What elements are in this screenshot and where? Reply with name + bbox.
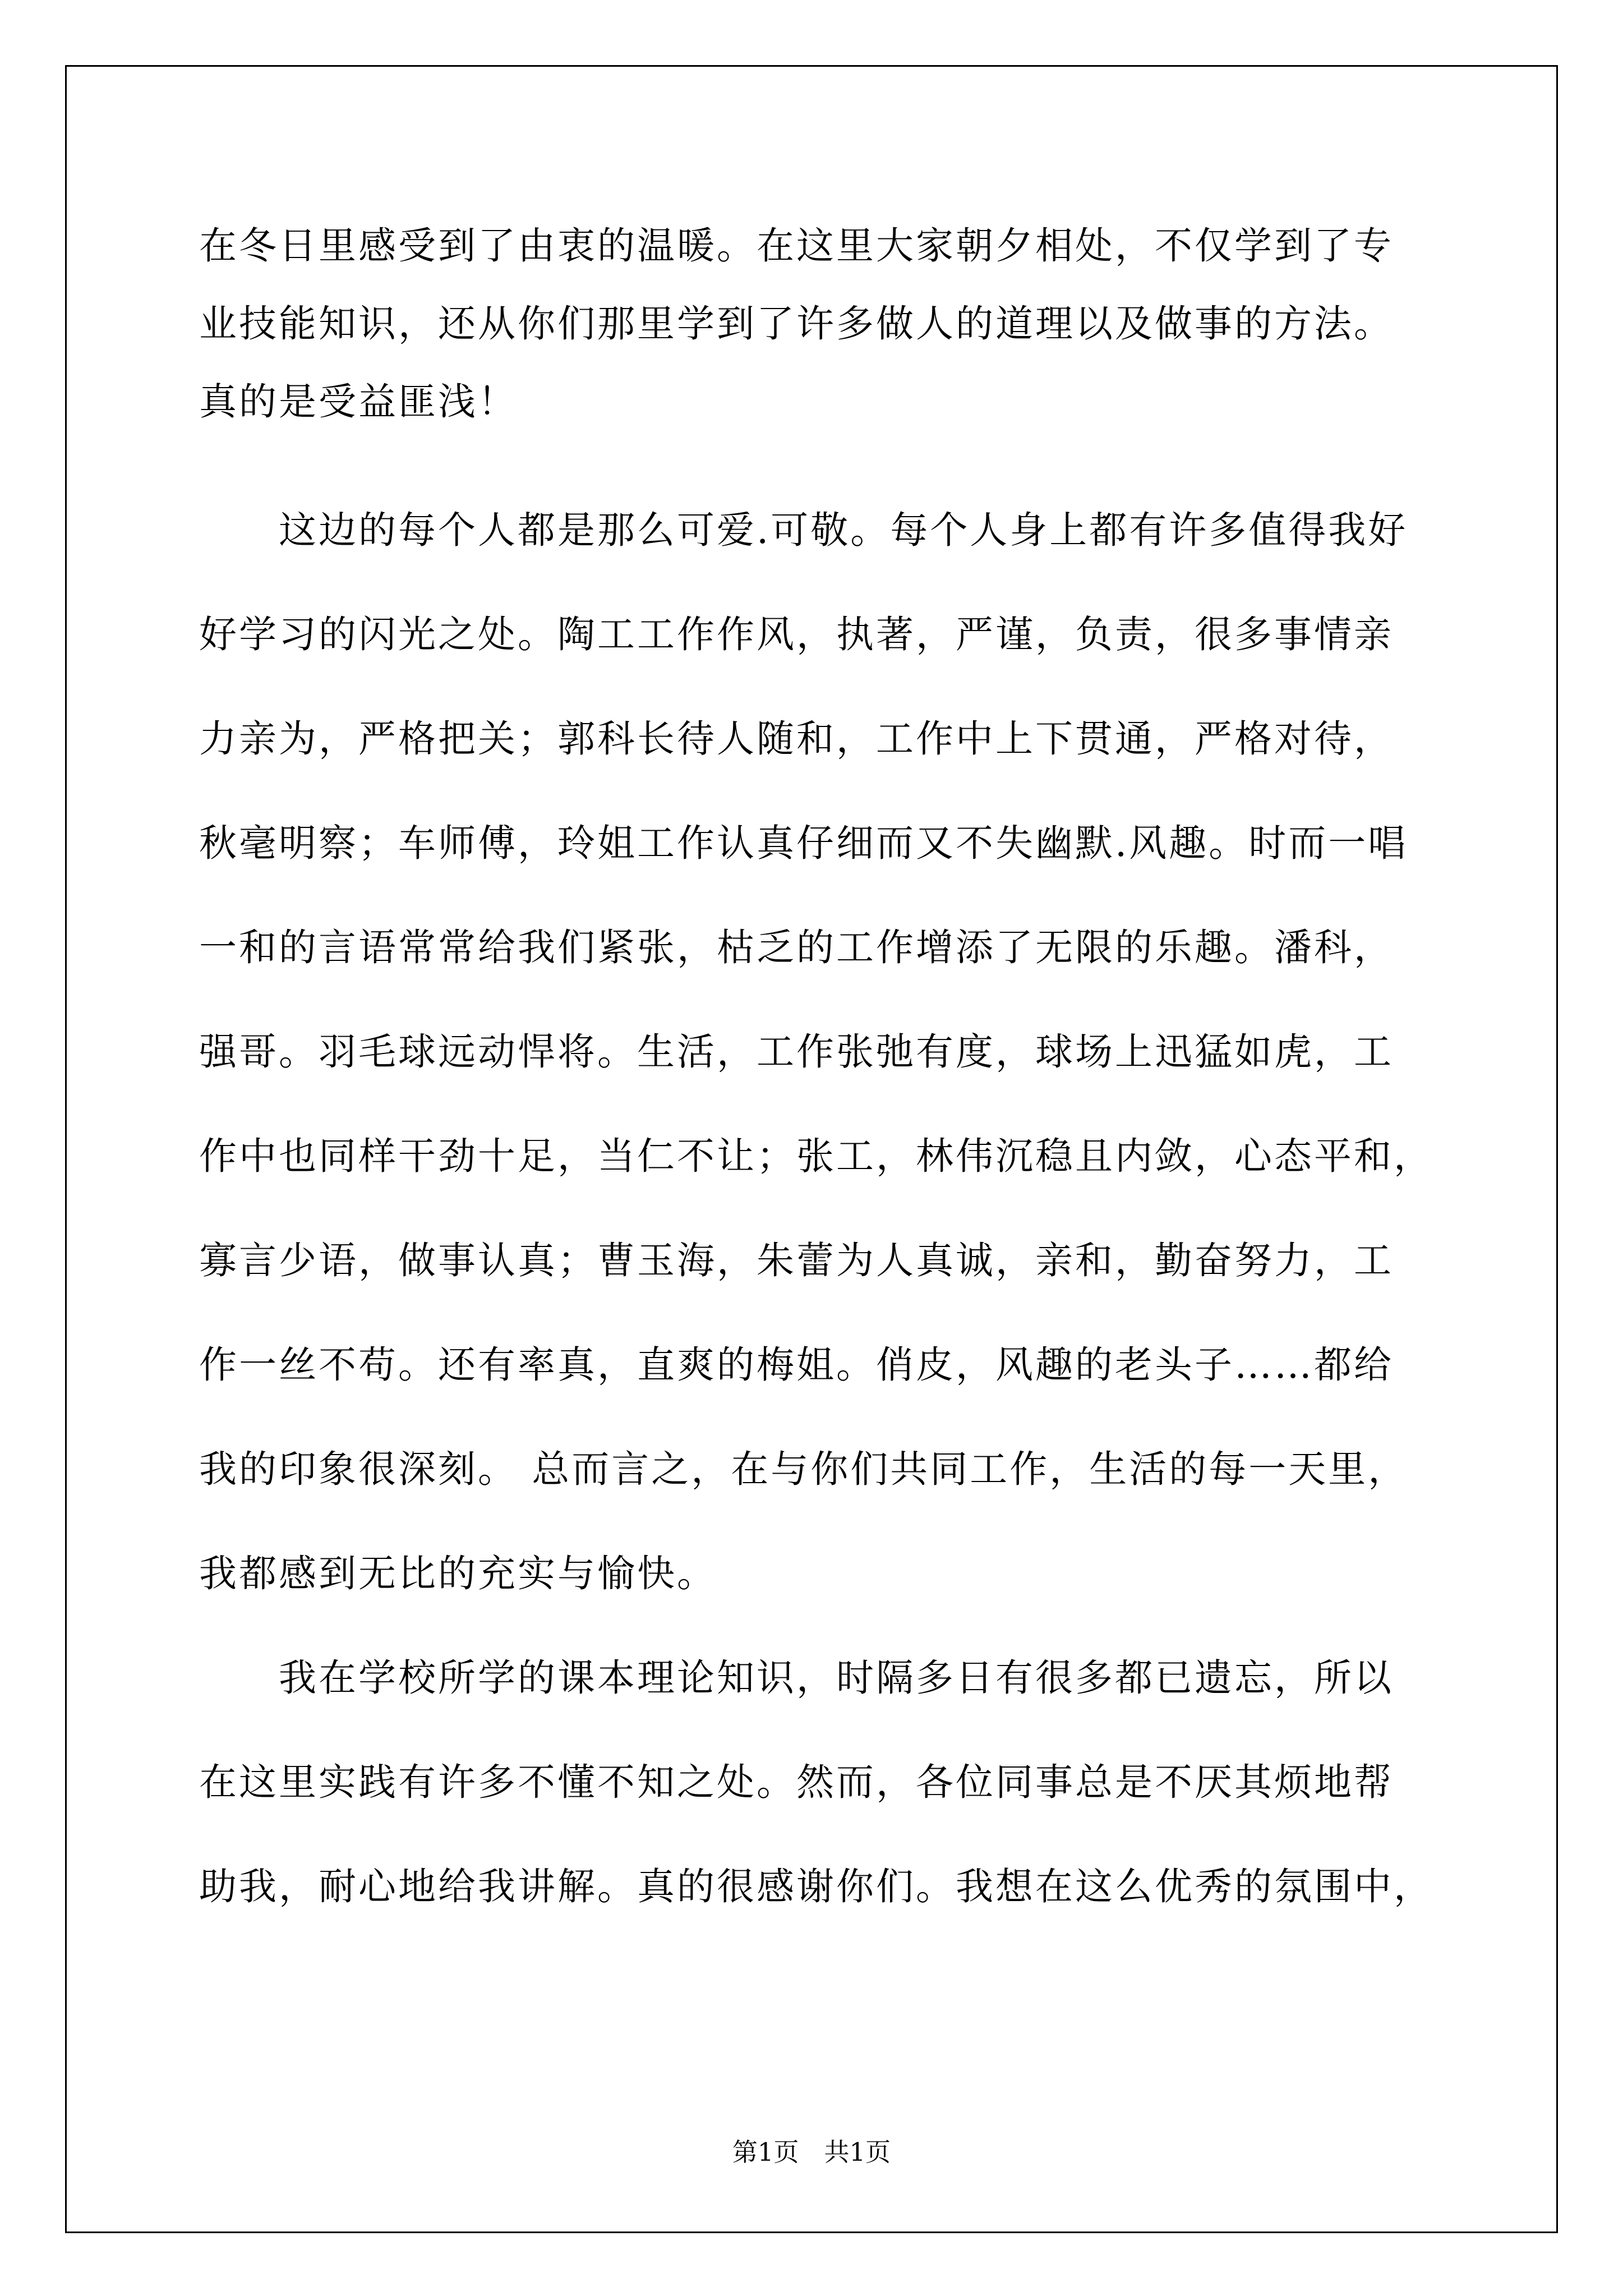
- body-line: 在冬日里感受到了由衷的温暖。在这里大家朝夕相处，不仅学到了专: [199, 224, 1394, 268]
- body-line: 力亲为，严格把关；郭科长待人随和，工作中上下贯通，严格对待，: [199, 717, 1394, 761]
- body-line: 一和的言语常常给我们紧张，枯乏的工作增添了无限的乐趣。潘科，: [199, 926, 1394, 969]
- body-line: 强哥。羽毛球远动悍将。生活，工作张弛有度，球场上迅猛如虎，工: [199, 1030, 1394, 1074]
- body-line: 业技能知识，还从你们那里学到了许多做人的道理以及做事的方法。: [199, 302, 1394, 346]
- body-line: 好学习的闪光之处。陶工工作作风，执著，严谨，负责，很多事情亲: [199, 613, 1394, 656]
- body-line: 在这里实践有许多不懂不知之处。然而，各位同事总是不厌其烦地帮: [199, 1760, 1394, 1804]
- body-line: 真的是受益匪浅！: [199, 380, 518, 424]
- body-line: 寡言少语，做事认真；曹玉海，朱蕾为人真诚，亲和，勤奋努力，工: [199, 1239, 1394, 1282]
- body-line: 作中也同样干劲十足，当仁不让；张工，林伟沉稳且内敛，心态平和，: [199, 1134, 1433, 1178]
- body-line: 作一丝不苟。还有率真，直爽的梅姐。俏皮，风趣的老头子……都给: [199, 1343, 1394, 1387]
- body-line: 我在学校所学的课本理论知识，时隔多日有很多都已遗忘，所以: [199, 1656, 1394, 1700]
- body-line: 我的印象很深刻。 总而言之，在与你们共同工作，生活的每一天里，: [199, 1447, 1408, 1491]
- body-line: 秋毫明察；车师傅，玲姐工作认真仔细而又不失幽默.风趣。时而一唱: [199, 821, 1408, 865]
- page-number-footer: 第1页 共1页: [732, 2137, 891, 2167]
- body-line: 这边的每个人都是那么可爱.可敬。每个人身上都有许多值得我好: [199, 508, 1408, 552]
- body-line: 我都感到无比的充实与愉快。: [199, 1552, 717, 1595]
- body-line: 助我，耐心地给我讲解。真的很感谢你们。我想在这么优秀的氛围中，: [199, 1865, 1433, 1908]
